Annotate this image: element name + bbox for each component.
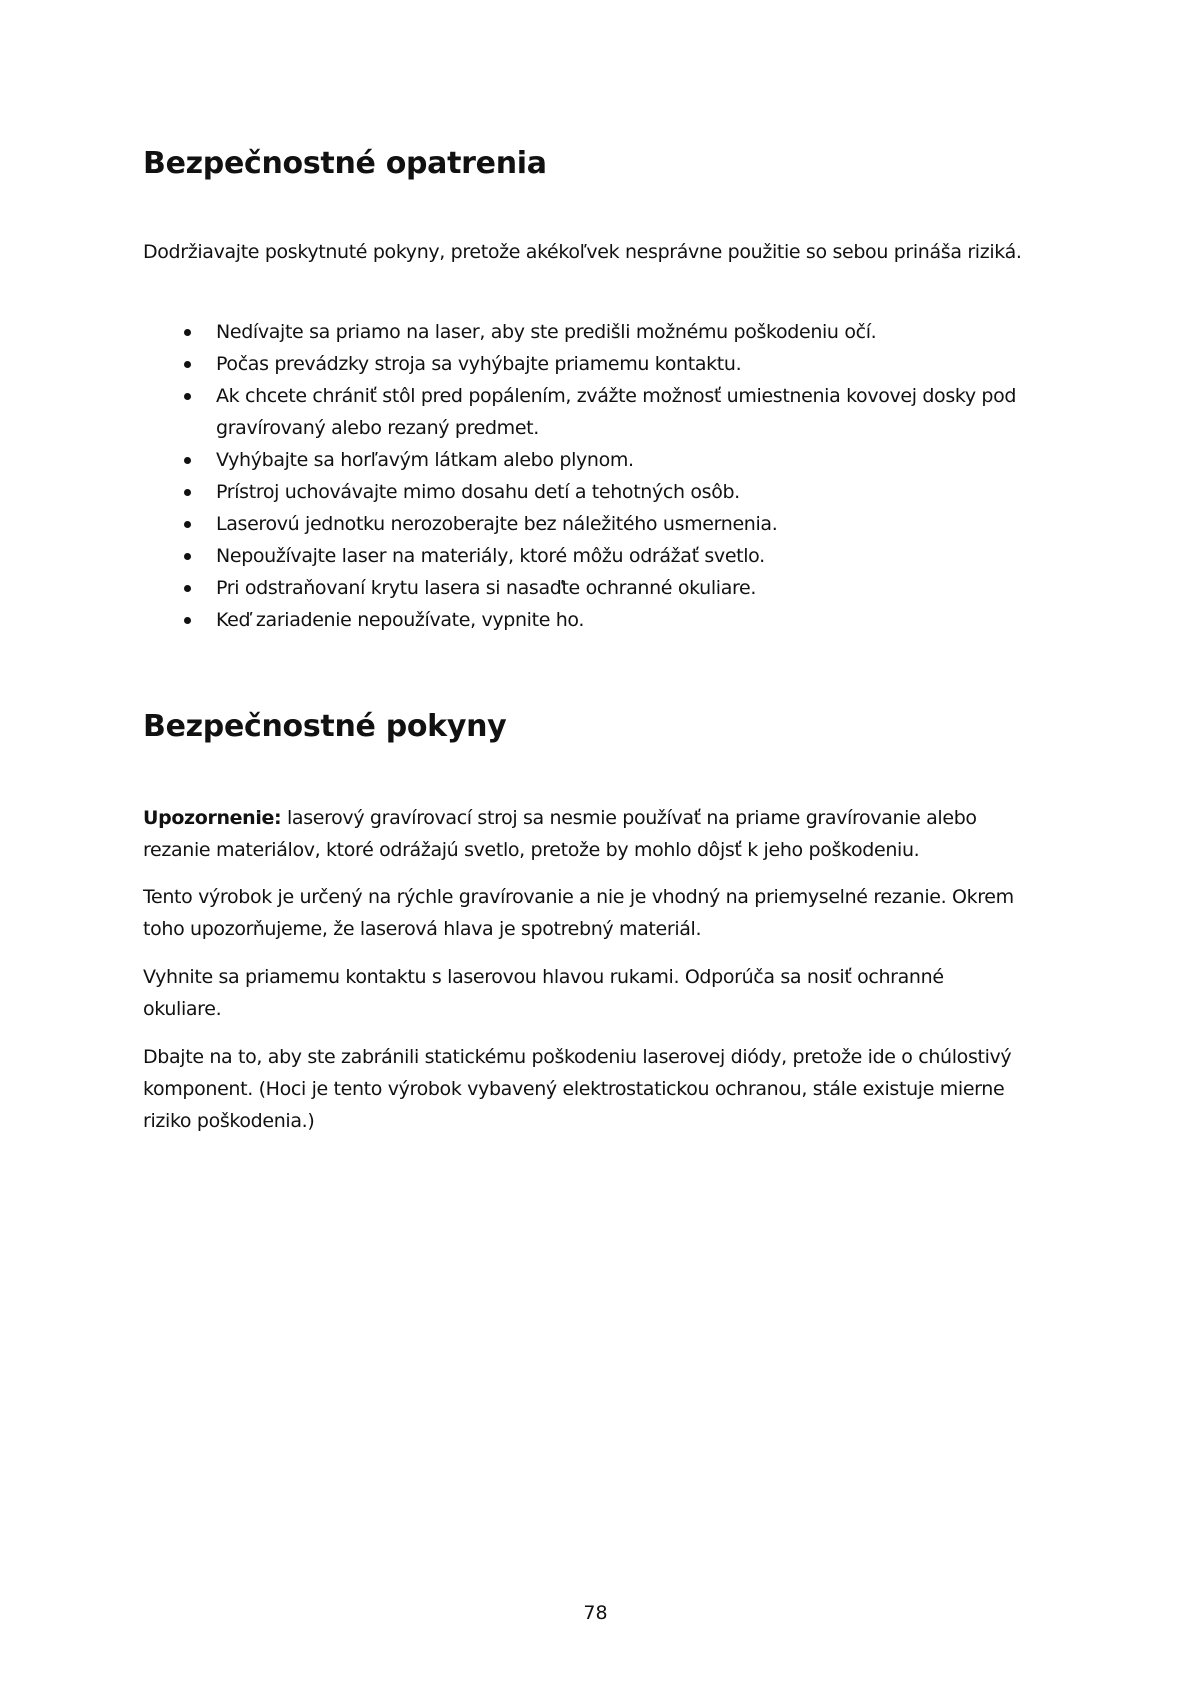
section-heading-precautions: Bezpečnostné opatrenia — [143, 146, 547, 181]
bullet-icon — [184, 361, 191, 368]
list-item: Laserovú jednotku nerozoberajte bez náležitého usmernenia. — [143, 508, 1043, 540]
bullet-icon — [184, 393, 191, 400]
paragraph: Tento výrobok je určený na rýchle gravírovanie a nie je vhodný na priemyselné rezanie. Okrem toho upozorňujeme, že laserová hlava je spotrebný materiál. — [143, 886, 1014, 940]
list-item: Nedívajte sa priamo na laser, aby ste predišli možnému poškodeniu očí. — [143, 316, 1043, 348]
section-heading-instructions: Bezpečnostné pokyny — [143, 709, 507, 744]
list-item: Vyhýbajte sa horľavým látkam alebo plynom. — [143, 444, 1043, 476]
list-item: Keď zariadenie nepoužívate, vypnite ho. — [143, 604, 1043, 636]
bullet-icon — [184, 457, 191, 464]
bullet-icon — [184, 617, 191, 624]
bullet-icon — [184, 553, 191, 560]
list-item: Ak chcete chrániť stôl pred popálením, zvážte možnosť umiestnenia kovovej dosky pod gravírovaný alebo rezaný predmet. — [143, 380, 1043, 444]
warning-label: Upozornenie: — [143, 807, 282, 829]
bullet-icon — [184, 329, 191, 336]
page-number: 78 — [583, 1602, 608, 1624]
warning-paragraph: Upozornenie: laserový gravírovací stroj sa nesmie používať na priame gravírovanie alebo rezanie materiálov, ktoré odrážajú svetlo, pretože by mohlo dôjsť k jeho poškodeniu. — [143, 807, 977, 861]
intro-paragraph: Dodržiavajte poskytnuté pokyny, pretože akékoľvek nesprávne použitie so sebou prináša riziká. — [143, 241, 1022, 263]
bullet-icon — [184, 585, 191, 592]
paragraph: Dbajte na to, aby ste zabránili statickému poškodeniu laserovej diódy, pretože ide o chúlostivý komponent. (Hoci je tento výrobok vybavený elektrostatickou ochranou, stále existuje mierne riziko poškodenia.) — [143, 1046, 1012, 1132]
precautions-list — [143, 316, 1043, 636]
list-item: Pri odstraňovaní krytu lasera si nasaďte ochranné okuliare. — [143, 572, 1043, 604]
bullet-icon — [184, 489, 191, 496]
bullet-icon — [184, 521, 191, 528]
list-item: Nepoužívajte laser na materiály, ktoré môžu odrážať svetlo. — [143, 540, 1043, 572]
list-item: Počas prevádzky stroja sa vyhýbajte priamemu kontaktu. — [143, 348, 1043, 380]
paragraph: Vyhnite sa priamemu kontaktu s laserovou hlavou rukami. Odporúča sa nosiť ochranné okuliare. — [143, 966, 944, 1020]
list-item: Prístroj uchovávajte mimo dosahu detí a tehotných osôb. — [143, 476, 1043, 508]
